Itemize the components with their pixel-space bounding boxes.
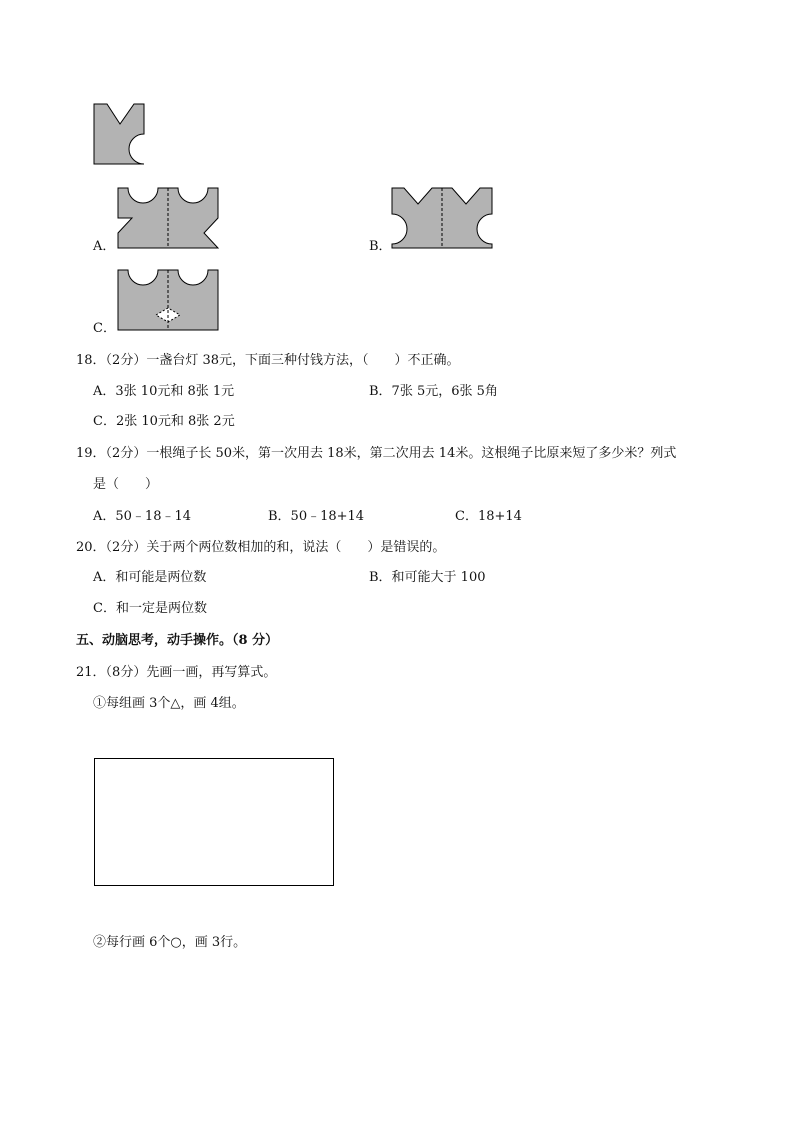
q18-stem: 18．（2分）一盏台灯 38元，下面三种付钱方法，（ ）不正确。 [76,353,460,368]
q18-option-a: A．3张 10元和 8张 1元 [93,384,235,399]
q21-sub2: ②每行画 6个○，画 3行。 [93,935,247,950]
option-b-shape [388,184,498,254]
q20-stem: 20．（2分）关于两个两位数相加的和，说法（ ）是错误的。 [76,540,446,555]
q19-stem-line2: 是（ ） [93,477,159,492]
q18-option-c: C．2张 10元和 8张 2元 [93,414,235,429]
q20-option-a: A．和可能是两位数 [93,570,207,585]
q20-option-b: B．和可能大于 100 [369,570,486,585]
option-a-shape [114,184,224,254]
option-a-label: A． [93,239,116,254]
option-b-label: B． [369,239,392,254]
q19-option-a: A．50﹣18﹣14 [93,509,192,524]
q19-option-b: B．50﹣18+14 [268,509,365,524]
section-5-title: 五、动脑思考，动手操作。（8 分） [76,633,279,648]
option-c-shape [114,266,224,336]
q19-option-c: C．18+14 [455,509,522,524]
q21-sub1: ①每组画 3个△，画 4组。 [93,696,245,711]
q19-stem-line1: 19．（2分）一根绳子长 50米，第一次用去 18米，第二次用去 14米。这根绳子比原来短了多少米？列式 [76,446,677,461]
option-c-label: C． [93,321,116,336]
q18-option-b: B．7张 5元，6张 5角 [369,384,498,399]
drawing-box[interactable] [94,758,334,886]
q20-option-c: C．和一定是两位数 [93,601,207,616]
folded-shape-figure [90,100,150,170]
q21-stem: 21．（8分）先画一画，再写算式。 [76,665,277,680]
